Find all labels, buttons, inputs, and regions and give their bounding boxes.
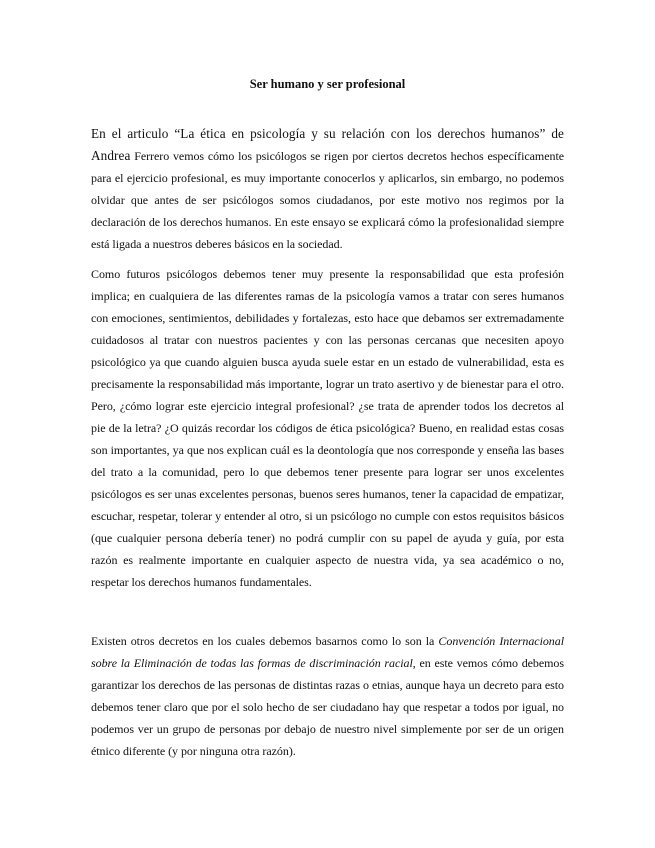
paragraph-intro-rest: Ferrero vemos cómo los psicólogos se rigen por ciertos decretos hechos específicamente para el ejercicio profesional, es muy importante conocerlos y aplicarlos, sin embargo, no podemos olvidar que antes de ser psicólogos somos ciudadanos, por este motivo nos regimos por la declaración de los derechos humanos. En este ensayo se explicará cómo la profesionalidad siempre está ligada a nuestros deberes básicos en la sociedad. bbox=[91, 149, 564, 251]
paragraph-decrees bbox=[91, 630, 564, 762]
convention-title: Convención Internacional sobre la Eliminación de todas las formas de discriminación racial bbox=[91, 634, 564, 670]
document-title: Ser humano y ser profesional bbox=[249, 77, 406, 91]
paragraph-intro bbox=[91, 123, 564, 255]
paragraph-intro-lead: En el articulo “La ética en psicología y su relación con los derechos humanos” de Andrea bbox=[91, 126, 564, 163]
paragraph-responsibility: Como futuros psicólogos debemos tener muy presente la responsabilidad que esta profesión implica; en cualquiera de las diferentes ramas de la psicología vamos a tratar con seres humanos con emociones, sentimientos, debilidades y fortalezas, esto hace que debamos ser extremadamente cuidadosos al tratar con nuestros pacientes y con las personas cercanas que necesiten apoyo psicológico ya que cuando alguien busca ayuda suele estar en un estado de vulnerabilidad, esta es precisamente la responsabilidad más importante, lograr un trato asertivo y de bienestar para el otro. Pero, ¿cómo lograr este ejercicio integral profesional? ¿se trata de aprender todos los decretos al pie de la letra? ¿O quizás recordar los códigos de ética psicológica? Bueno, en realidad estas cosas son importantes, ya que nos explican cuál es la deontología que nos corresponde y enseña las bases del trato a la comunidad, pero lo que debemos tener presente para lograr ser unos excelentes psicólogos es ser unas excelentes personas, buenos seres humanos, tener la capacidad de empatizar, escuchar, respetar, tolerar y entender al otro, si un psicólogo no cumple con estos requisitos básicos (que cualquier persona debería tener) no podrá cumplir con su papel de ayuda y guía, por esta razón es realmente importante en cualquier aspecto de nuestra vida, ya sea académico o no, respetar los derechos humanos fundamentales. bbox=[91, 267, 564, 589]
paragraph-decrees-after: , en este vemos cómo debemos garantizar los derechos de las personas de distintas razas o etnias, aunque haya un decreto para esto debemos tener claro que por el solo hecho de ser ciudadano hay que respetar a todos por igual, no podemos ver un grupo de personas por debajo de nuestro nivel simplemente por ser de un origen étnico diferente (y por ninguna otra razón). bbox=[91, 656, 565, 758]
paragraph-decrees-before: Existen otros decretos en los cuales debemos basarnos como lo son la bbox=[91, 634, 439, 648]
